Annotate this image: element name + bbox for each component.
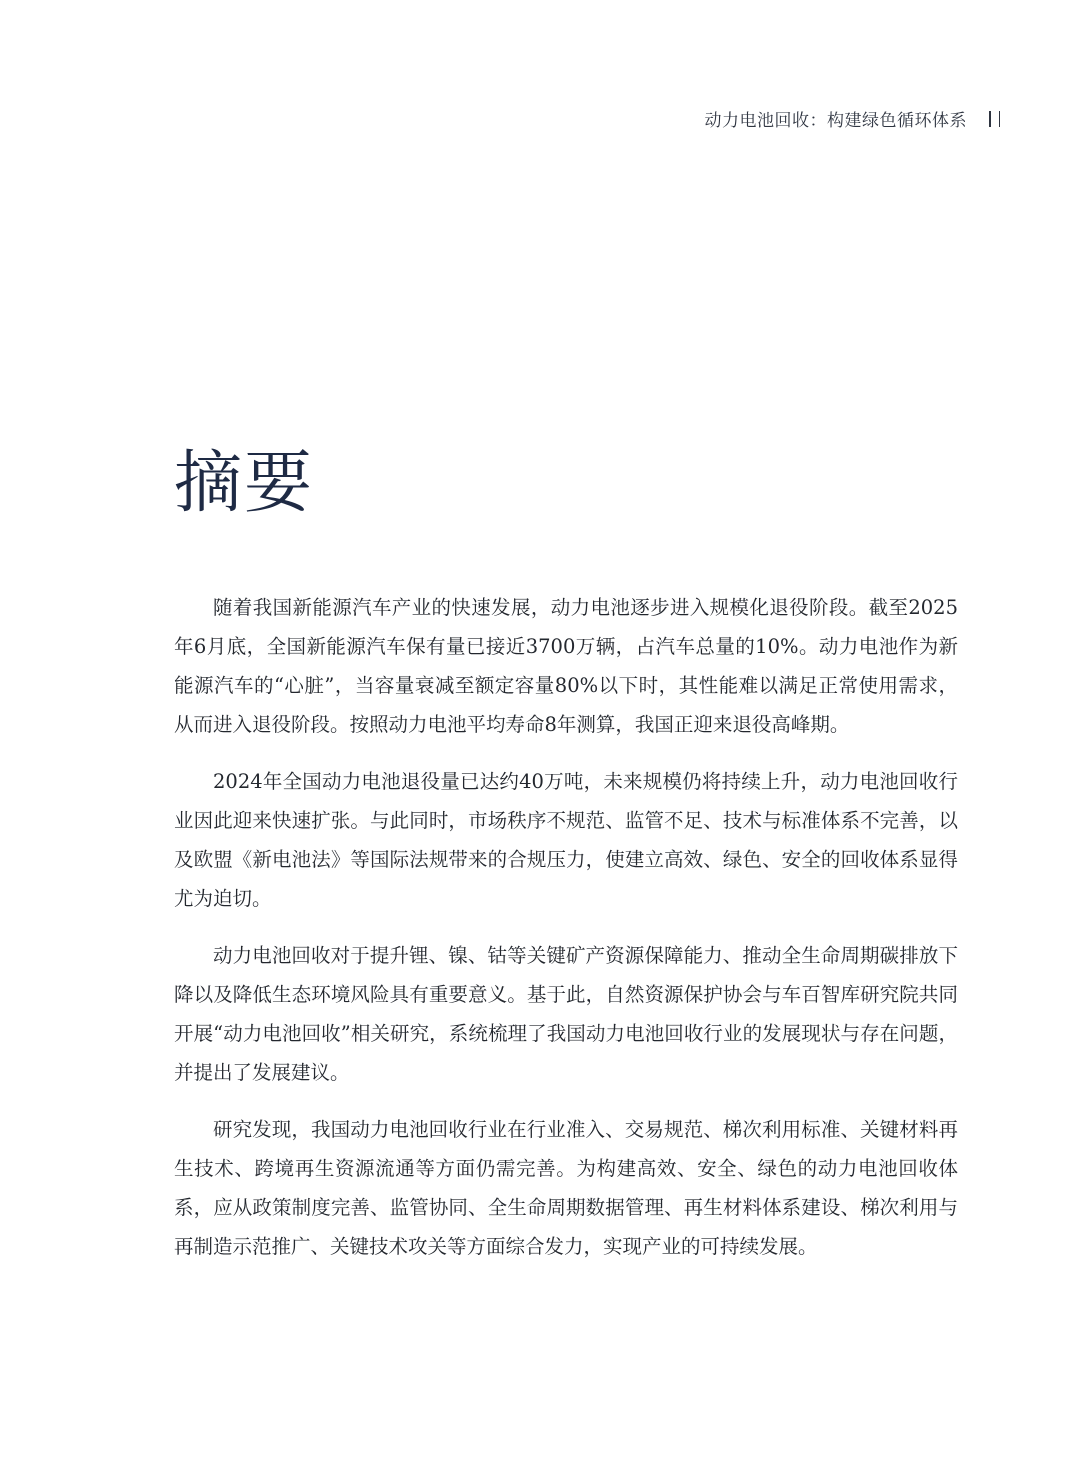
- page-marker: [989, 111, 1000, 127]
- abstract-body: [174, 588, 958, 1284]
- running-header-title: 动力电池回收：构建绿色循环体系: [704, 111, 967, 131]
- page-marker-bar: [989, 111, 991, 127]
- paragraph: 动力电池回收对于提升锂、镍、钴等关键矿产资源保障能力、推动全生命周期碳排放下降以及降低生态环境风险具有重要意义。基于此，自然资源保护协会与车百智库研究院共同开展“动力电池回收”相关研究，系统梳理了我国动力电池回收行业的发展现状与存在问题，并提出了发展建议。: [174, 944, 958, 1084]
- paragraph: 研究发现，我国动力电池回收行业在行业准入、交易规范、梯次利用标准、关键材料再生技术、跨境再生资源流通等方面仍需完善。为构建高效、安全、绿色的动力电池回收体系，应从政策制度完善、监管协同、全生命周期数据管理、再生材料体系建设、梯次利用与再制造示范推广、关键技术攻关等方面综合发力，实现产业的可持续发展。: [174, 1118, 958, 1258]
- paragraph: 随着我国新能源汽车产业的快速发展，动力电池逐步进入规模化退役阶段。截至2025年6月底，全国新能源汽车保有量已接近3700万辆，占汽车总量的10%。动力电池作为新能源汽车的“心脏”，当容量衰减至额定容量80%以下时，其性能难以满足正常使用需求，从而进入退役阶段。按照动力电池平均寿命8年测算，我国正迎来退役高峰期。: [174, 596, 958, 736]
- page-title: 摘要: [174, 444, 315, 523]
- running-header: [705, 106, 1001, 131]
- paragraph: 2024年全国动力电池退役量已达约40万吨，未来规模仍将持续上升，动力电池回收行业因此迎来快速扩张。与此同时，市场秩序不规范、监管不足、技术与标准体系不完善，以及欧盟《新电池法》等国际法规带来的合规压力，使建立高效、绿色、安全的回收体系显得尤为迫切。: [174, 770, 958, 910]
- page-marker-bar: [999, 111, 1001, 127]
